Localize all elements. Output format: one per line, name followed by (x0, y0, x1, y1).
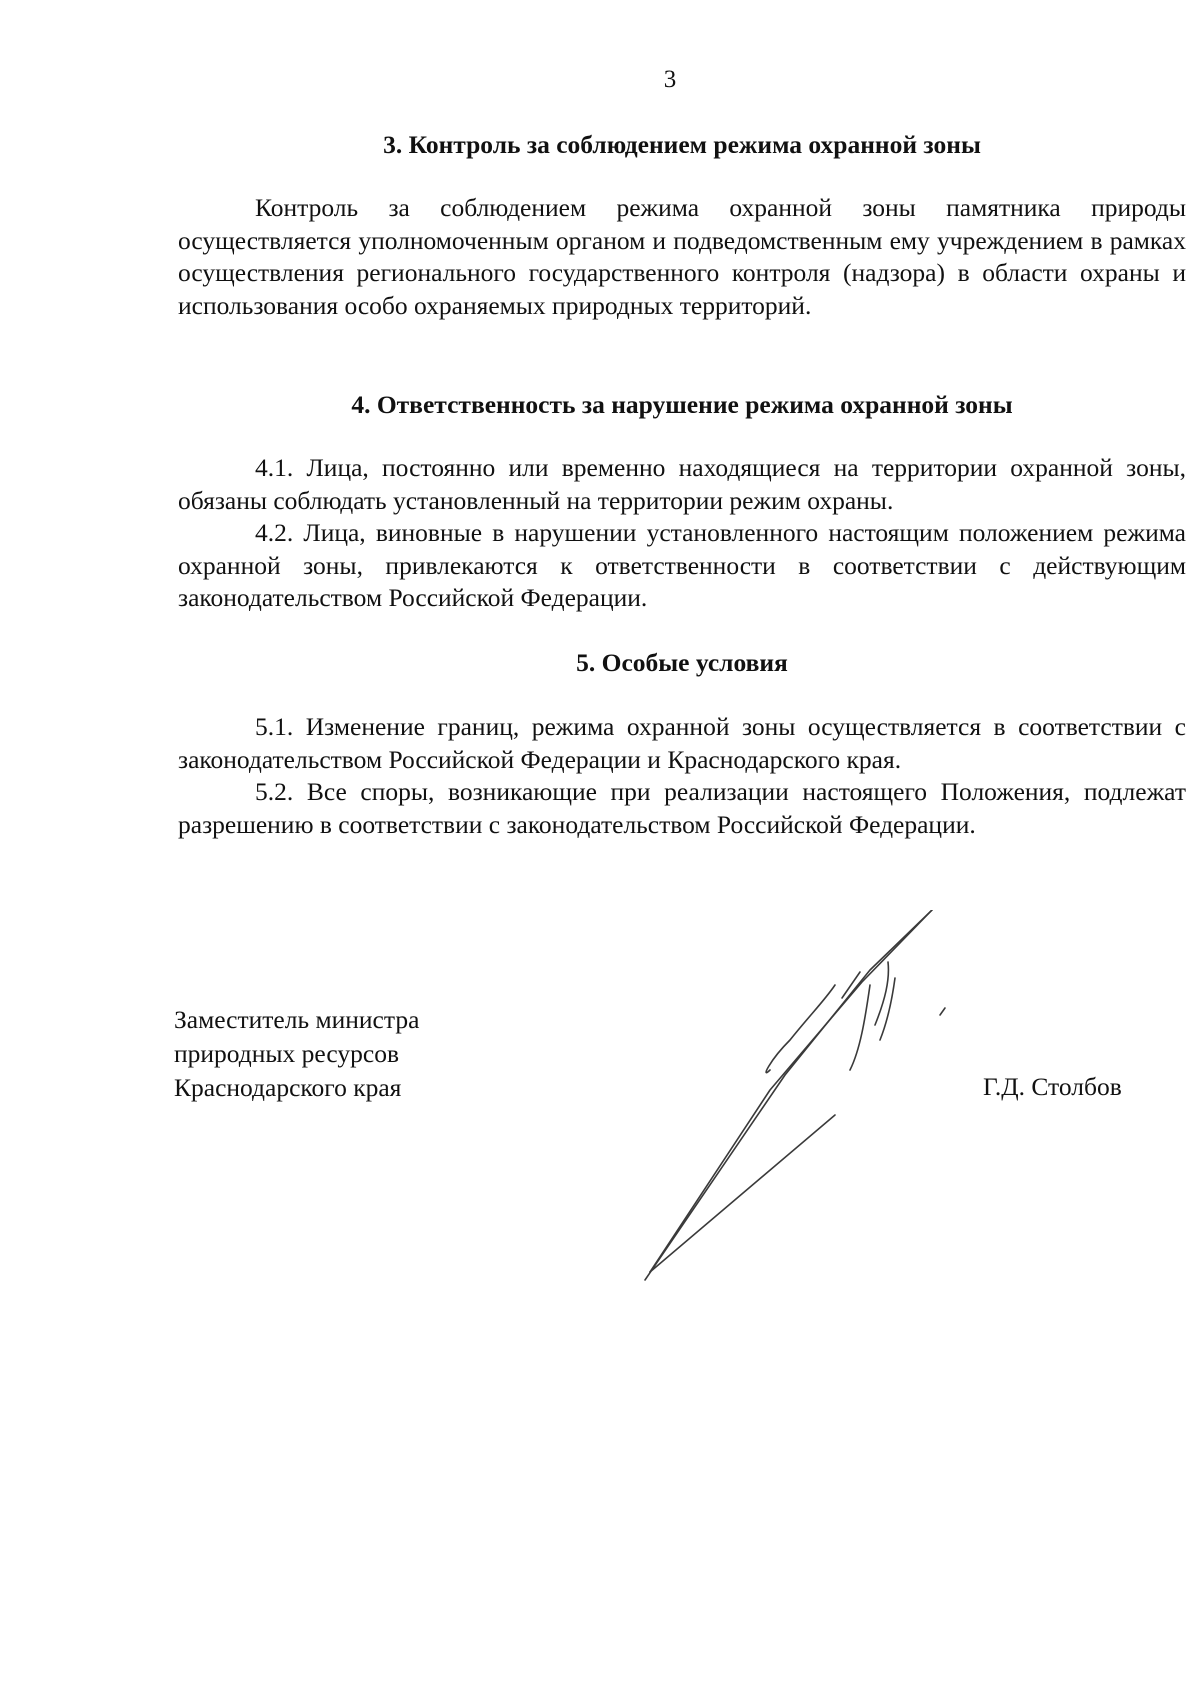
signatory-title-line: Заместитель министра (174, 1005, 420, 1034)
clause-4-2: 4.2. Лица, виновные в нарушении установленного настоящим положением режима охранной зоны, привлекаются к ответственности в соответствии с действующим законодательством Российской Федерации. (178, 518, 1186, 612)
section-4-body (178, 452, 1186, 615)
signatory-title-line: Краснодарского края (174, 1073, 402, 1102)
section-3-heading: 3. Контроль за соблюдением режима охранной зоны (383, 130, 981, 159)
section-5-body (178, 711, 1186, 841)
signatory-title (174, 1003, 419, 1105)
clause-5-2: 5.2. Все споры, возникающие при реализации настоящего Положения, подлежат разрешению в соответствии с законодательством Российской Федерации. (178, 777, 1186, 839)
section-3-body (178, 192, 1186, 322)
handwritten-signature (620, 910, 1020, 1290)
signatory-title-line: природных ресурсов (174, 1039, 399, 1068)
clause-5-1: 5.1. Изменение границ, режима охранной зоны осуществляется в соответствии с законодательством Российской Федерации и Краснодарского края. (178, 712, 1186, 774)
signatory-name: Г.Д. Столбов (983, 1072, 1122, 1101)
section-3-paragraph: Контроль за соблюдением режима охранной зоны памятника природы осуществляется уполномоченным органом и подведомственным ему учреждением в рамках осуществления регионального государственного контроля (надзора) в области охраны и использования особо охраняемых природных территорий. (178, 193, 1186, 320)
section-4-heading: 4. Ответственность за нарушение режима охранной зоны (351, 390, 1013, 419)
page-number: 3 (663, 66, 677, 93)
section-5-heading: 5. Особые условия (576, 648, 788, 677)
clause-4-1: 4.1. Лица, постоянно или временно находящиеся на территории охранной зоны, обязаны соблюдать установленный на территории режим охраны. (178, 453, 1186, 515)
